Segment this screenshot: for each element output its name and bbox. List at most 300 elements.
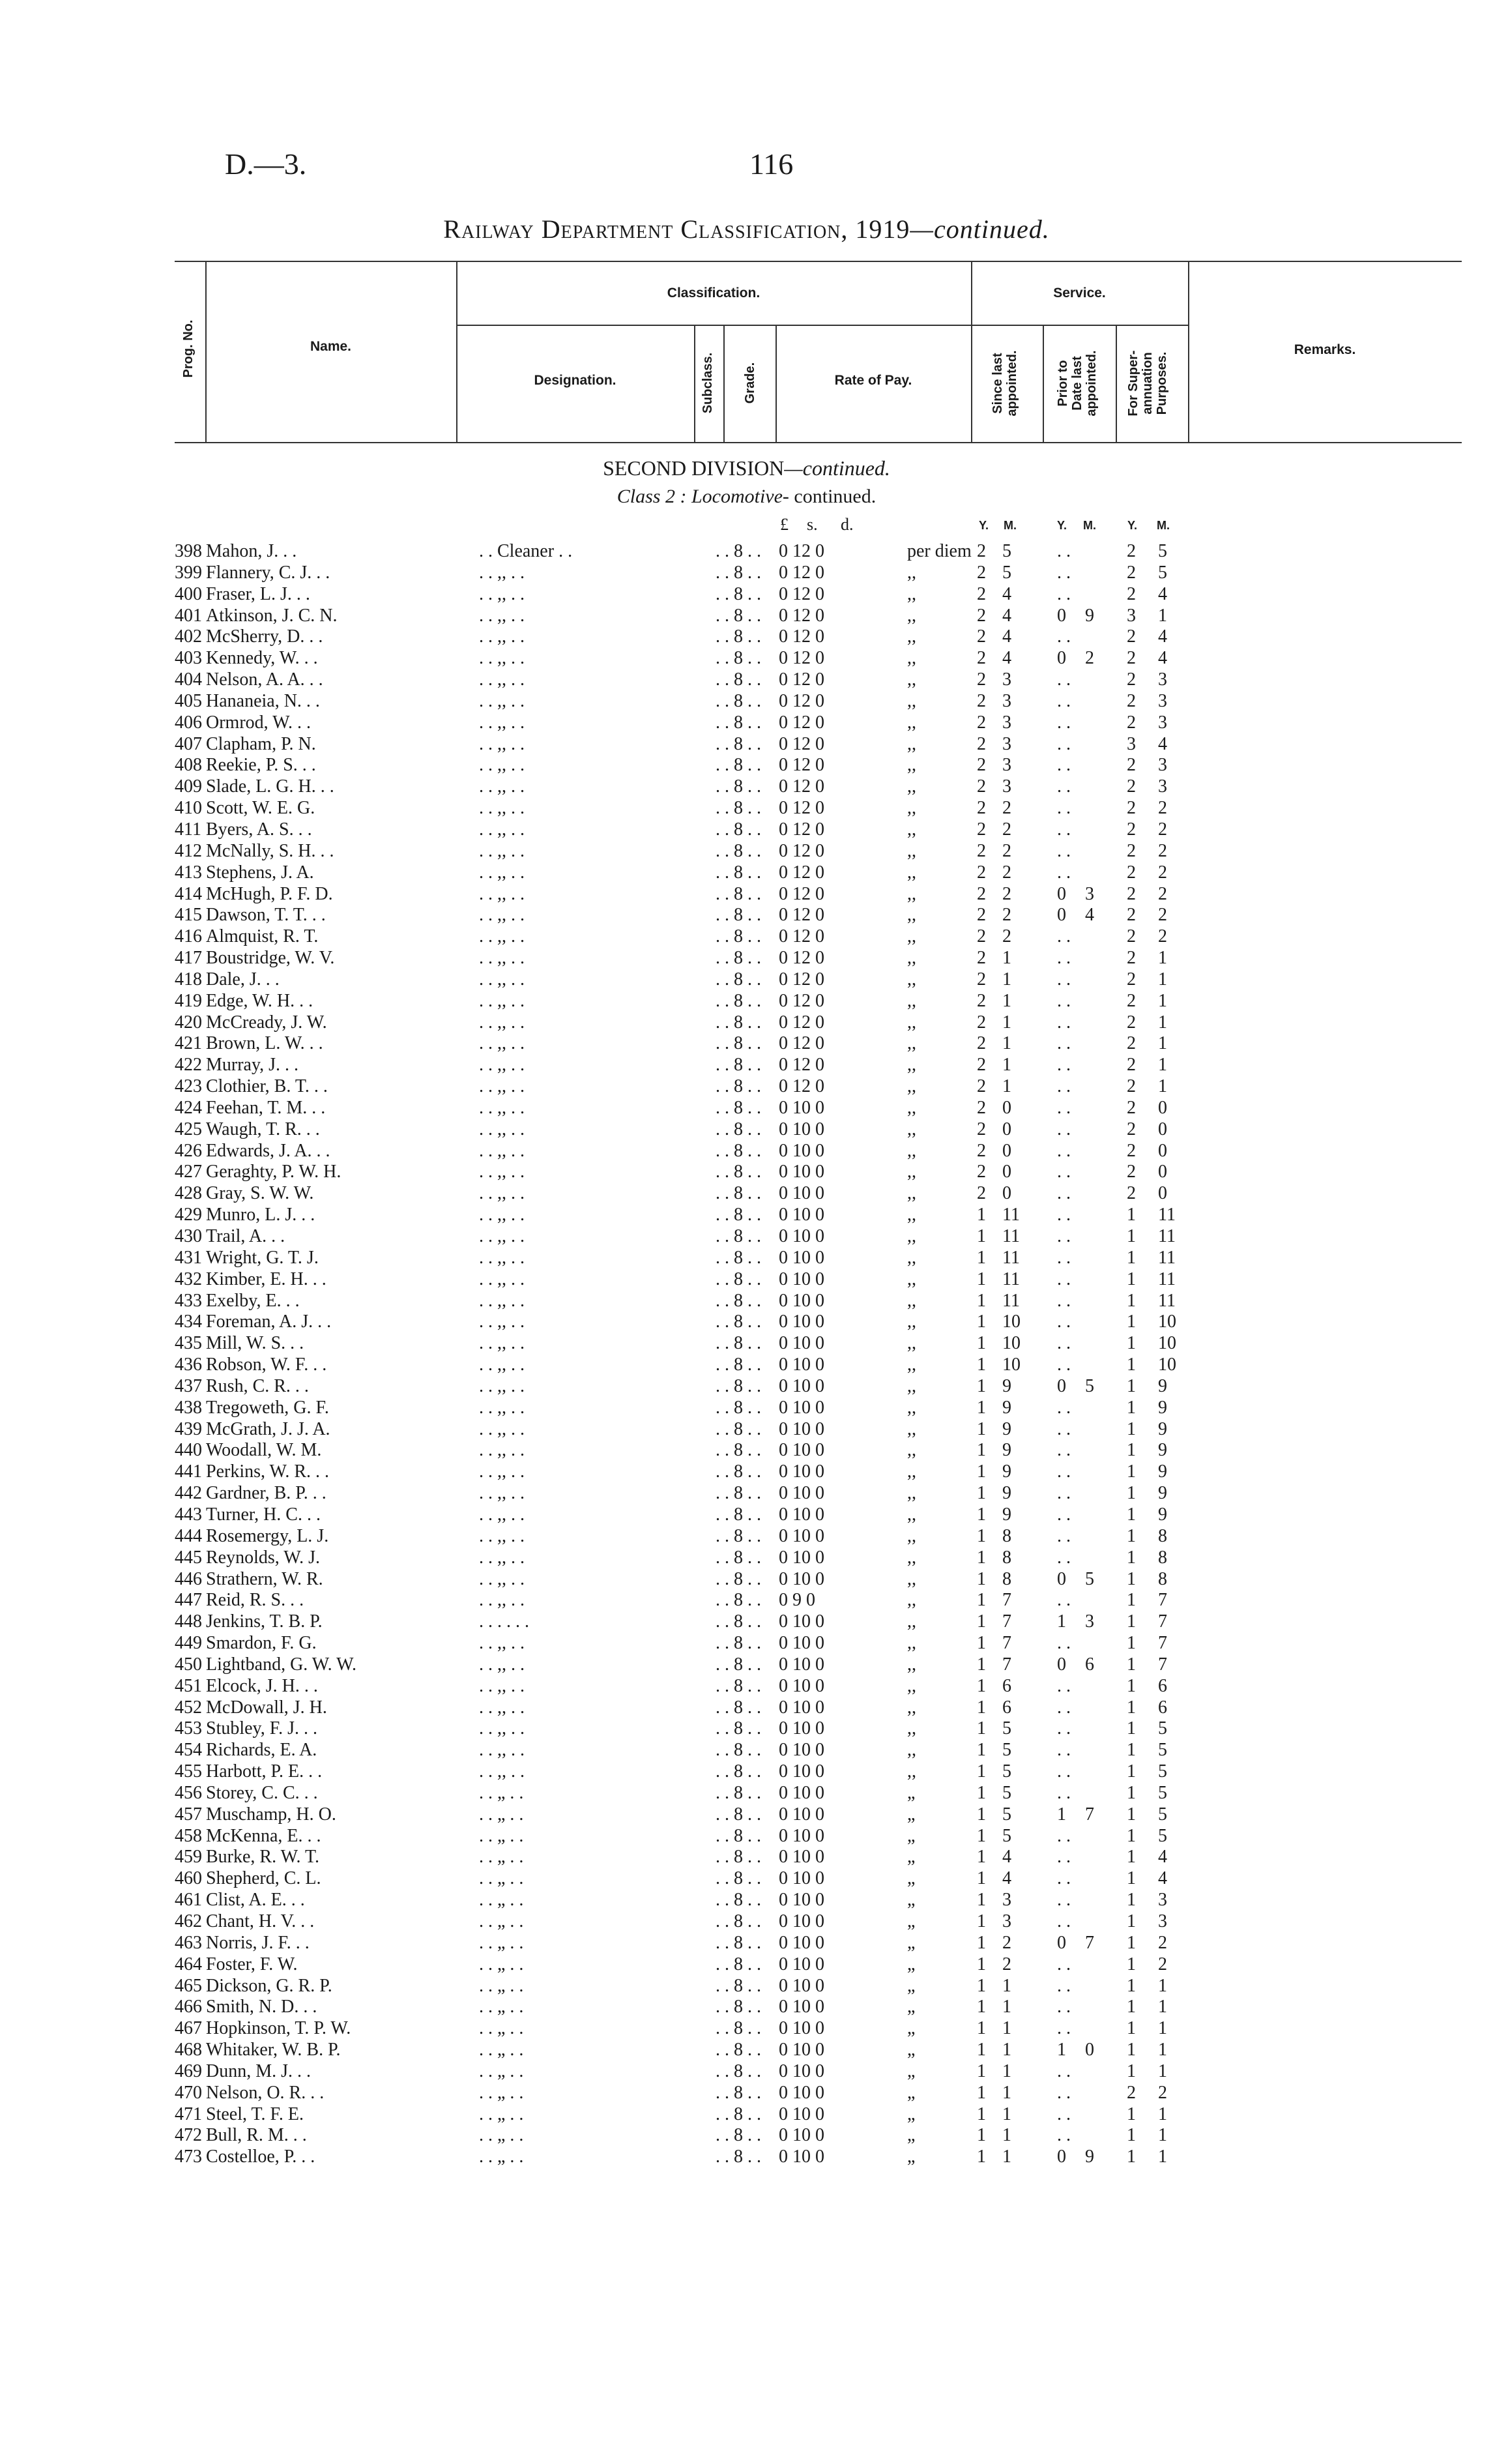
super-months-cell: 10 — [1158, 1355, 1176, 1375]
prog-no-cell: 469 — [175, 2061, 202, 2081]
super-months-cell: 1 — [1158, 948, 1167, 969]
rate-of-pay-cell: 0 10 0 — [779, 1097, 824, 1118]
name-cell: Nelson, A. A. . . — [206, 669, 323, 690]
super-years-cell: 2 — [1127, 1012, 1136, 1033]
super-months-cell: 9 — [1158, 1418, 1167, 1439]
header-grade: Grade. — [743, 362, 757, 404]
pay-period-cell: „ — [907, 1932, 916, 1953]
since-years-cell: 2 — [977, 1183, 986, 1204]
prior-years-cell: . . — [1057, 1825, 1071, 1846]
since-months-cell: 3 — [1002, 1890, 1011, 1911]
subclass-grade-cell: . . 8 . . — [716, 583, 761, 604]
table-row — [0, 563, 1493, 584]
designation-cell: . . ,, . . — [479, 776, 525, 797]
super-years-cell: 2 — [1127, 690, 1136, 711]
prior-years-cell: . . — [1057, 1675, 1071, 1696]
prior-years-cell: . . — [1057, 1119, 1071, 1139]
since-years-cell: 2 — [977, 1119, 986, 1139]
name-cell: Clist, A. E. . . — [206, 1890, 305, 1911]
rate-of-pay-cell: 0 12 0 — [779, 990, 824, 1011]
designation-cell: . . ,, . . — [479, 1504, 525, 1525]
super-months-cell: 1 — [1158, 990, 1167, 1011]
designation-cell: . . ,, . . — [479, 669, 525, 690]
since-years-cell: 1 — [977, 1847, 986, 1868]
prior-months-cell: 5 — [1085, 1568, 1094, 1589]
since-months-cell: 1 — [1002, 1055, 1011, 1076]
super-years-cell: 1 — [1127, 1440, 1136, 1461]
since-years-cell: 1 — [977, 1890, 986, 1911]
prog-no-cell: 407 — [175, 733, 202, 754]
subclass-grade-cell: . . 8 . . — [716, 905, 761, 926]
since-years-cell: 1 — [977, 2061, 986, 2081]
table-row — [0, 776, 1493, 798]
pay-period-cell: ,, — [907, 1290, 916, 1311]
since-months-cell: 2 — [1002, 905, 1011, 926]
super-years-cell: 2 — [1127, 626, 1136, 647]
prog-no-cell: 438 — [175, 1397, 202, 1418]
prog-no-cell: 419 — [175, 990, 202, 1011]
subclass-grade-cell: . . 8 . . — [716, 1205, 761, 1225]
prog-no-cell: 410 — [175, 798, 202, 819]
designation-cell: . . ,, . . — [479, 1397, 525, 1418]
since-years-cell: 2 — [977, 669, 986, 690]
table-row — [0, 1440, 1493, 1461]
designation-cell: . . Cleaner . . — [479, 541, 573, 561]
rate-of-pay-cell: 0 12 0 — [779, 969, 824, 990]
super-months-cell: 1 — [1158, 2125, 1167, 2146]
since-years-cell: 2 — [977, 755, 986, 776]
super-years-cell: 2 — [1127, 583, 1136, 604]
prior-years-cell: . . — [1057, 1890, 1071, 1911]
super-years-cell: 1 — [1127, 1697, 1136, 1718]
name-cell: Geraghty, P. W. H. — [206, 1162, 341, 1182]
since-years-cell: 1 — [977, 2018, 986, 2039]
since-months-cell: 2 — [1002, 1954, 1011, 1974]
subclass-grade-cell: . . 8 . . — [716, 605, 761, 626]
prog-no-cell: 423 — [175, 1076, 202, 1097]
prog-no-cell: 437 — [175, 1375, 202, 1396]
super-years-cell: 2 — [1127, 562, 1136, 583]
header-bottom-rule — [175, 442, 1462, 443]
prog-no-cell: 417 — [175, 948, 202, 969]
designation-cell: . . ,, . . — [479, 1740, 525, 1761]
table-row — [0, 1333, 1493, 1355]
designation-cell: . . „ . . — [479, 2061, 524, 2081]
designation-cell: . . ,, . . — [479, 1568, 525, 1589]
designation-cell: . . ,, . . — [479, 1033, 525, 1054]
super-months-cell: 2 — [1158, 1932, 1167, 1953]
subclass-grade-cell: . . 8 . . — [716, 819, 761, 840]
prior-years-cell: . . — [1057, 819, 1071, 840]
prior-months-cell: 2 — [1085, 648, 1094, 669]
section-cont: —continued. — [784, 456, 890, 480]
super-years-cell: 2 — [1127, 948, 1136, 969]
name-cell: Flannery, C. J. . . — [206, 562, 330, 583]
table-row — [0, 798, 1493, 819]
section-heading — [0, 456, 1493, 480]
super-years-cell: 1 — [1127, 1205, 1136, 1225]
designation-cell: . . „ . . — [479, 2104, 524, 2124]
designation-cell: . . ,, . . — [479, 1162, 525, 1182]
prior-years-cell: . . — [1057, 2104, 1071, 2124]
prog-no-cell: 406 — [175, 712, 202, 733]
since-months-cell: 2 — [1002, 840, 1011, 861]
since-years-cell: 1 — [977, 1654, 986, 1675]
table-row — [0, 1847, 1493, 1868]
subclass-grade-cell: . . 8 . . — [716, 1868, 761, 1889]
name-cell: Reid, R. S. . . — [206, 1590, 304, 1611]
rate-of-pay-cell: 0 12 0 — [779, 1033, 824, 1054]
pay-period-cell: „ — [907, 1847, 916, 1868]
since-months-cell: 1 — [1002, 2040, 1011, 2061]
since-months-cell: 1 — [1002, 990, 1011, 1011]
prior-years-cell: . . — [1057, 1590, 1071, 1611]
header-name: Name. — [310, 339, 352, 354]
since-years-cell: 1 — [977, 1333, 986, 1354]
rate-of-pay-cell: 0 12 0 — [779, 541, 824, 561]
subclass-grade-cell: . . 8 . . — [716, 2104, 761, 2124]
since-years-cell: 2 — [977, 798, 986, 819]
name-cell: Trail, A. . . — [206, 1226, 285, 1246]
super-years-cell: 1 — [1127, 1504, 1136, 1525]
rate-of-pay-cell: 0 10 0 — [779, 1547, 824, 1568]
designation-cell: . . ,, . . — [479, 883, 525, 904]
subclass-grade-cell: . . 8 . . — [716, 1782, 761, 1803]
table-row — [0, 1997, 1493, 2018]
super-months-cell: 5 — [1158, 562, 1167, 583]
subclass-grade-cell: . . 8 . . — [716, 990, 761, 1011]
super-years-cell: 1 — [1127, 2147, 1136, 2167]
pay-period-cell: ,, — [907, 1440, 916, 1461]
prior-years-cell: . . — [1057, 1761, 1071, 1782]
since-years-cell: 2 — [977, 1055, 986, 1076]
pay-period-cell: ,, — [907, 690, 916, 711]
designation-cell: . . ,, . . — [479, 1633, 525, 1654]
super-years-cell: 1 — [1127, 1761, 1136, 1782]
subclass-grade-cell: . . 8 . . — [716, 1697, 761, 1718]
since-months-cell: 10 — [1002, 1312, 1021, 1332]
super-months-cell: 9 — [1158, 1440, 1167, 1461]
pay-period-cell: ,, — [907, 1033, 916, 1054]
since-months-cell: 2 — [1002, 862, 1011, 883]
prog-no-cell: 422 — [175, 1055, 202, 1076]
prior-years-cell: . . — [1057, 1076, 1071, 1097]
since-months-cell: 5 — [1002, 1740, 1011, 1761]
pay-period-cell: ,, — [907, 733, 916, 754]
unit-months: M. — [1083, 519, 1096, 532]
since-years-cell: 2 — [977, 1140, 986, 1161]
rate-of-pay-cell: 0 10 0 — [779, 2104, 824, 2124]
subclass-grade-cell: . . 8 . . — [716, 1269, 761, 1289]
prior-months-cell: 5 — [1085, 1375, 1094, 1396]
name-cell: Norris, J. F. . . — [206, 1932, 310, 1953]
name-cell: Ormrod, W. . . — [206, 712, 311, 733]
since-months-cell: 9 — [1002, 1504, 1011, 1525]
since-years-cell: 1 — [977, 1269, 986, 1289]
since-years-cell: 1 — [977, 1782, 986, 1803]
since-months-cell: 7 — [1002, 1654, 1011, 1675]
designation-cell: . . „ . . — [479, 1911, 524, 1931]
super-months-cell: 11 — [1158, 1290, 1176, 1311]
super-years-cell: 2 — [1127, 926, 1136, 947]
since-years-cell: 1 — [977, 1590, 986, 1611]
super-years-cell: 1 — [1127, 1461, 1136, 1482]
super-years-cell: 1 — [1127, 1975, 1136, 1996]
super-months-cell: 5 — [1158, 541, 1167, 561]
table-row — [0, 1676, 1493, 1697]
name-cell: McSherry, D. . . — [206, 626, 323, 647]
subclass-grade-cell: . . 8 . . — [716, 541, 761, 561]
since-months-cell: 11 — [1002, 1290, 1020, 1311]
table-row — [0, 819, 1493, 841]
pay-period-cell: ,, — [907, 1269, 916, 1289]
super-months-cell: 4 — [1158, 733, 1167, 754]
prog-no-cell: 460 — [175, 1868, 202, 1889]
since-months-cell: 1 — [1002, 969, 1011, 990]
pay-period-cell: ,, — [907, 948, 916, 969]
subclass-grade-cell: . . 8 . . — [716, 2061, 761, 2081]
rate-of-pay-cell: 0 10 0 — [779, 2147, 824, 2167]
since-years-cell: 1 — [977, 1547, 986, 1568]
since-years-cell: 2 — [977, 862, 986, 883]
prog-no-cell: 426 — [175, 1140, 202, 1161]
rate-of-pay-cell: 0 10 0 — [779, 1825, 824, 1846]
subclass-grade-cell: . . 8 . . — [716, 712, 761, 733]
super-years-cell: 1 — [1127, 1654, 1136, 1675]
subclass-grade-cell: . . 8 . . — [716, 1440, 761, 1461]
super-months-cell: 4 — [1158, 583, 1167, 604]
pay-period-cell: ,, — [907, 755, 916, 776]
since-years-cell: 2 — [977, 541, 986, 561]
table-row — [0, 1826, 1493, 1847]
super-months-cell: 1 — [1158, 1055, 1167, 1076]
super-years-cell: 1 — [1127, 1911, 1136, 1931]
table-row — [0, 1483, 1493, 1504]
since-months-cell: 5 — [1002, 1825, 1011, 1846]
prog-no-cell: 403 — [175, 648, 202, 669]
prog-no-cell: 434 — [175, 1312, 202, 1332]
prior-years-cell: . . — [1057, 1997, 1071, 2017]
name-cell: Harbott, P. E. . . — [206, 1761, 323, 1782]
since-years-cell: 2 — [977, 905, 986, 926]
super-months-cell: 5 — [1158, 1740, 1167, 1761]
since-months-cell: 6 — [1002, 1697, 1011, 1718]
units-row — [0, 515, 1493, 535]
since-years-cell: 1 — [977, 1504, 986, 1525]
super-years-cell: 1 — [1127, 1312, 1136, 1332]
super-years-cell: 3 — [1127, 733, 1136, 754]
prog-no-cell: 470 — [175, 2082, 202, 2103]
super-years-cell: 2 — [1127, 1076, 1136, 1097]
since-months-cell: 4 — [1002, 1847, 1011, 1868]
since-months-cell: 3 — [1002, 669, 1011, 690]
super-months-cell: 7 — [1158, 1654, 1167, 1675]
subclass-grade-cell: . . 8 . . — [716, 840, 761, 861]
since-years-cell: 2 — [977, 969, 986, 990]
super-months-cell: 9 — [1158, 1375, 1167, 1396]
super-months-cell: 4 — [1158, 626, 1167, 647]
pay-period-cell: ,, — [907, 1568, 916, 1589]
prior-years-cell: . . — [1057, 712, 1071, 733]
prior-years-cell: 0 — [1057, 648, 1066, 669]
since-months-cell: 5 — [1002, 1782, 1011, 1803]
super-months-cell: 9 — [1158, 1504, 1167, 1525]
unit-months: M. — [1157, 519, 1170, 532]
since-months-cell: 9 — [1002, 1461, 1011, 1482]
rate-of-pay-cell: 0 10 0 — [779, 1932, 824, 1953]
designation-cell: . . ,, . . — [479, 1140, 525, 1161]
table-row — [0, 1269, 1493, 1291]
prog-no-cell: 449 — [175, 1633, 202, 1654]
super-months-cell: 1 — [1158, 1076, 1167, 1097]
super-years-cell: 2 — [1127, 1162, 1136, 1182]
name-cell: Elcock, J. H. . . — [206, 1675, 318, 1696]
since-years-cell: 2 — [977, 562, 986, 583]
name-cell: Turner, H. C. . . — [206, 1504, 321, 1525]
pay-period-cell: ,, — [907, 1355, 916, 1375]
rate-of-pay-cell: 0 12 0 — [779, 948, 824, 969]
super-years-cell: 2 — [1127, 1055, 1136, 1076]
since-months-cell: 9 — [1002, 1375, 1011, 1396]
super-years-cell: 2 — [1127, 883, 1136, 904]
prior-years-cell: . . — [1057, 1162, 1071, 1182]
name-cell: Reynolds, W. J. — [206, 1547, 321, 1568]
subclass-grade-cell: . . 8 . . — [716, 1547, 761, 1568]
prior-years-cell: . . — [1057, 1697, 1071, 1718]
super-years-cell: 1 — [1127, 1418, 1136, 1439]
prior-years-cell: . . — [1057, 1847, 1071, 1868]
unit-years: Y. — [1127, 519, 1138, 532]
table-row — [0, 2147, 1493, 2168]
since-months-cell: 1 — [1002, 2125, 1011, 2146]
subclass-grade-cell: . . 8 . . — [716, 1847, 761, 1868]
name-cell: Brown, L. W. . . — [206, 1033, 323, 1054]
subclass-grade-cell: . . 8 . . — [716, 1997, 761, 2017]
since-years-cell: 1 — [977, 1975, 986, 1996]
name-cell: Storey, C. C. . . — [206, 1782, 318, 1803]
prog-no-cell: 451 — [175, 1675, 202, 1696]
pay-period-cell: ,, — [907, 969, 916, 990]
super-years-cell: 2 — [1127, 2082, 1136, 2103]
pay-period-cell: ,, — [907, 883, 916, 904]
super-months-cell: 1 — [1158, 2061, 1167, 2081]
super-years-cell: 1 — [1127, 1226, 1136, 1246]
designation-cell: . . . . . . — [479, 1611, 529, 1632]
table-row — [0, 712, 1493, 734]
table-row — [0, 969, 1493, 991]
subclass-grade-cell: . . 8 . . — [716, 1183, 761, 1204]
since-months-cell: 11 — [1002, 1226, 1020, 1246]
super-months-cell: 7 — [1158, 1633, 1167, 1654]
super-months-cell: 7 — [1158, 1611, 1167, 1632]
super-years-cell: 1 — [1127, 1355, 1136, 1375]
prior-years-cell: . . — [1057, 1397, 1071, 1418]
pay-period-cell: „ — [907, 1782, 916, 1803]
table-row — [0, 1590, 1493, 1611]
super-months-cell: 3 — [1158, 669, 1167, 690]
since-months-cell: 9 — [1002, 1397, 1011, 1418]
since-months-cell: 1 — [1002, 2147, 1011, 2167]
subclass-grade-cell: . . 8 . . — [716, 798, 761, 819]
prog-no-cell: 462 — [175, 1911, 202, 1931]
super-months-cell: 9 — [1158, 1397, 1167, 1418]
since-months-cell: 9 — [1002, 1418, 1011, 1439]
rate-of-pay-cell: 0 12 0 — [779, 690, 824, 711]
pay-period-cell: „ — [907, 1954, 916, 1974]
pay-period-cell: ,, — [907, 1076, 916, 1097]
since-months-cell: 0 — [1002, 1140, 1011, 1161]
prog-no-cell: 459 — [175, 1847, 202, 1868]
since-years-cell: 1 — [977, 1483, 986, 1504]
designation-cell: . . „ . . — [479, 1847, 524, 1868]
pay-period-cell: ,, — [907, 905, 916, 926]
super-months-cell: 2 — [1158, 819, 1167, 840]
super-years-cell: 1 — [1127, 1483, 1136, 1504]
rate-of-pay-cell: 0 12 0 — [779, 733, 824, 754]
prior-years-cell: . . — [1057, 1633, 1071, 1654]
pay-period-cell: ,, — [907, 1697, 916, 1718]
name-cell: Byers, A. S. . . — [206, 819, 312, 840]
pay-period-cell: ,, — [907, 1055, 916, 1076]
prior-years-cell: . . — [1057, 990, 1071, 1011]
table-row — [0, 1312, 1493, 1333]
rate-of-pay-cell: 0 12 0 — [779, 755, 824, 776]
super-months-cell: 1 — [1158, 1012, 1167, 1033]
designation-cell: . . ,, . . — [479, 1097, 525, 1118]
since-months-cell: 1 — [1002, 948, 1011, 969]
since-years-cell: 2 — [977, 626, 986, 647]
super-months-cell: 5 — [1158, 1761, 1167, 1782]
rate-of-pay-cell: 0 10 0 — [779, 1911, 824, 1931]
designation-cell: . . ,, . . — [479, 648, 525, 669]
subclass-grade-cell: . . 8 . . — [716, 948, 761, 969]
prog-no-cell: 418 — [175, 969, 202, 990]
since-months-cell: 2 — [1002, 1932, 1011, 1953]
subclass-grade-cell: . . 8 . . — [716, 1140, 761, 1161]
subclass-grade-cell: . . 8 . . — [716, 669, 761, 690]
prior-years-cell: . . — [1057, 562, 1071, 583]
col-divider — [1116, 325, 1117, 442]
since-months-cell: 1 — [1002, 1012, 1011, 1033]
rate-of-pay-cell: 0 10 0 — [779, 1568, 824, 1589]
pay-period-cell: „ — [907, 2018, 916, 2039]
prior-years-cell: 0 — [1057, 905, 1066, 926]
designation-cell: . . „ . . — [479, 2147, 524, 2167]
prog-no-cell: 415 — [175, 905, 202, 926]
table-row — [0, 1033, 1493, 1055]
super-months-cell: 0 — [1158, 1119, 1167, 1139]
rate-of-pay-cell: 0 10 0 — [779, 1290, 824, 1311]
super-years-cell: 2 — [1127, 798, 1136, 819]
super-years-cell: 2 — [1127, 819, 1136, 840]
table-row — [0, 1162, 1493, 1183]
rate-of-pay-cell: 0 10 0 — [779, 1954, 824, 1974]
prog-no-cell: 435 — [175, 1333, 202, 1354]
super-months-cell: 1 — [1158, 2040, 1167, 2061]
subclass-grade-cell: . . 8 . . — [716, 1525, 761, 1546]
super-months-cell: 3 — [1158, 755, 1167, 776]
super-months-cell: 3 — [1158, 690, 1167, 711]
pay-period-cell: ,, — [907, 1312, 916, 1332]
designation-cell: . . ,, . . — [479, 1697, 525, 1718]
super-months-cell: 2 — [1158, 1954, 1167, 1974]
since-months-cell: 4 — [1002, 626, 1011, 647]
pay-period-cell: ,, — [907, 1525, 916, 1546]
designation-cell: . . „ . . — [479, 1868, 524, 1889]
prog-no-cell: 427 — [175, 1162, 202, 1182]
since-months-cell: 4 — [1002, 583, 1011, 604]
subclass-grade-cell: . . 8 . . — [716, 862, 761, 883]
